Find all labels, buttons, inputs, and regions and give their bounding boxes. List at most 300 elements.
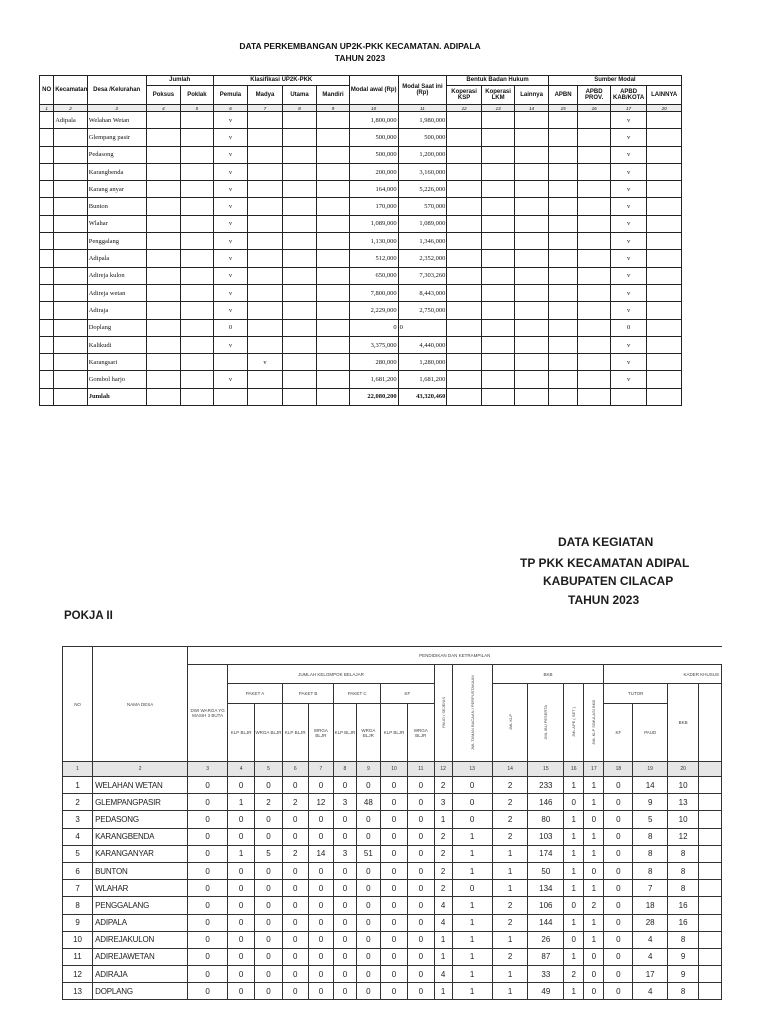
row-madya xyxy=(248,163,283,180)
row-value: 0 xyxy=(604,811,633,828)
row-poklak xyxy=(181,284,214,301)
row-value: 2 xyxy=(584,897,604,914)
row-desa: Glempang pasir xyxy=(87,129,146,146)
row-madya xyxy=(248,233,283,250)
row-utama xyxy=(282,112,317,129)
col-number: 1 xyxy=(63,762,93,777)
col-number: 6 xyxy=(213,105,248,112)
row-poksus xyxy=(146,371,181,388)
row-value: 2 xyxy=(492,914,528,931)
row-value: 0 xyxy=(564,794,584,811)
row-poklak xyxy=(181,319,214,336)
row-badan-hukum xyxy=(481,354,515,371)
row-value: 1 xyxy=(434,931,452,948)
row-extra xyxy=(699,880,722,897)
row-no: 10 xyxy=(63,931,93,948)
row-no xyxy=(40,233,54,250)
row-value: 0 xyxy=(356,828,381,845)
col-number: 6 xyxy=(282,762,308,777)
row-mandiri xyxy=(317,233,350,250)
row-value: 0 xyxy=(188,983,228,1000)
doc2-title-4: TAHUN 2023 xyxy=(568,593,640,607)
col-number: 12 xyxy=(434,762,452,777)
row-no: 13 xyxy=(63,983,93,1000)
col-number: 14 xyxy=(515,105,549,112)
col2-kf-klp: KLP BLJR xyxy=(381,704,408,762)
row-modal-awal: 0 xyxy=(349,319,398,336)
row-utama xyxy=(282,354,317,371)
row-value: 0 xyxy=(381,828,408,845)
row-value: 1 xyxy=(228,845,255,862)
row-badan-hukum xyxy=(515,163,549,180)
total-empty xyxy=(146,388,181,405)
row-badan-hukum xyxy=(447,284,482,301)
row-value: 0 xyxy=(604,914,633,931)
row-value: 3 xyxy=(334,794,356,811)
row-apbn xyxy=(548,112,577,129)
row-value: 0 xyxy=(381,862,408,879)
row-value: 0 xyxy=(334,777,356,794)
row-value: 0 xyxy=(334,948,356,965)
row-value: 1 xyxy=(434,811,452,828)
row-apbn xyxy=(548,354,577,371)
col-number: 8 xyxy=(282,105,317,112)
row-value: 87 xyxy=(528,948,564,965)
row-badan-hukum xyxy=(481,302,515,319)
row-extra xyxy=(699,777,722,794)
row-value: 0 xyxy=(282,828,308,845)
row-mandiri xyxy=(317,112,350,129)
row-value: 0 xyxy=(308,966,334,983)
row-value: 0 xyxy=(255,897,283,914)
row-value: 0 xyxy=(282,966,308,983)
total-modal-awal: 22,080,200 xyxy=(349,388,398,405)
row-lainnya xyxy=(647,215,682,232)
row-value: 0 xyxy=(407,862,434,879)
row-desa-name: ADIREJAWETAN xyxy=(93,948,188,965)
row-apbn xyxy=(548,233,577,250)
row-pemula: v xyxy=(213,146,248,163)
row-pemula: v xyxy=(213,181,248,198)
row-mandiri xyxy=(317,163,350,180)
row-poksus xyxy=(146,215,181,232)
col-number: 16 xyxy=(578,105,611,112)
row-value: 0 xyxy=(407,897,434,914)
row-madya xyxy=(248,215,283,232)
row-value: 0 xyxy=(188,880,228,897)
row-desa-name: WLAHAR xyxy=(93,880,188,897)
row-no xyxy=(40,215,54,232)
row-value: 0 xyxy=(228,948,255,965)
row-modal-saat: 7,303,260 xyxy=(398,267,447,284)
row-extra xyxy=(699,897,722,914)
col-number: 18 xyxy=(604,762,633,777)
col-number: 3 xyxy=(87,105,146,112)
row-desa: Adireja wetan xyxy=(87,284,146,301)
row-kecamatan xyxy=(54,215,88,232)
up2k-table xyxy=(39,75,682,406)
doc1-title: DATA PERKEMBANGAN UP2K-PKK KECAMATAN. ADIPALA xyxy=(239,41,481,51)
row-pemula: v xyxy=(213,129,248,146)
row-modal-saat: 1,200,000 xyxy=(398,146,447,163)
row-madya xyxy=(248,112,283,129)
row-badan-hukum xyxy=(447,267,482,284)
row-value: 0 xyxy=(308,931,334,948)
table-row xyxy=(63,777,722,794)
row-apbn xyxy=(548,371,577,388)
col2-jml-peserta xyxy=(528,684,564,762)
total-empty xyxy=(317,388,350,405)
row-badan-hukum xyxy=(481,319,515,336)
row-value: 3 xyxy=(334,845,356,862)
row-value: 4 xyxy=(434,966,452,983)
row-utama xyxy=(282,163,317,180)
row-no xyxy=(40,181,54,198)
row-extra xyxy=(699,914,722,931)
col2-tutor-paud: PAUD xyxy=(633,704,668,762)
row-value: 9 xyxy=(668,966,699,983)
row-badan-hukum xyxy=(481,233,515,250)
row-value: 0 xyxy=(308,811,334,828)
row-value: 48 xyxy=(356,794,381,811)
row-badan-hukum xyxy=(447,146,482,163)
row-value: 17 xyxy=(633,966,668,983)
row-utama xyxy=(282,233,317,250)
row-value: 1 xyxy=(492,880,528,897)
row-desa: Bunton xyxy=(87,198,146,215)
row-value: 0 xyxy=(308,777,334,794)
row-value: 4 xyxy=(633,931,668,948)
col-number: 15 xyxy=(528,762,564,777)
row-desa: Adireja kulon xyxy=(87,267,146,284)
row-value: 1 xyxy=(564,983,584,1000)
col2-c-warga: WRGA BLJR xyxy=(356,704,381,762)
row-value: 0 xyxy=(381,966,408,983)
row-value: 0 xyxy=(282,777,308,794)
row-modal-awal: 500,000 xyxy=(349,129,398,146)
col-number: 19 xyxy=(633,762,668,777)
row-value: 0 xyxy=(334,931,356,948)
row-no xyxy=(40,336,54,353)
row-value: 1 xyxy=(492,845,528,862)
table-row xyxy=(40,112,682,129)
row-value: 146 xyxy=(528,794,564,811)
row-value: 174 xyxy=(528,845,564,862)
row-value: 1 xyxy=(492,966,528,983)
row-badan-hukum xyxy=(447,198,482,215)
col2-ape-label: JML APE ( SET ) xyxy=(571,706,577,737)
row-value: 0 xyxy=(188,794,228,811)
row-madya xyxy=(248,146,283,163)
row-badan-hukum xyxy=(447,112,482,129)
row-pemula: 0 xyxy=(213,319,248,336)
row-desa-name: BUNTON xyxy=(93,862,188,879)
row-apbd-prov xyxy=(578,146,611,163)
row-kecamatan xyxy=(54,198,88,215)
row-badan-hukum xyxy=(447,336,482,353)
row-badan-hukum xyxy=(515,146,549,163)
col2-tutor-kf: KF xyxy=(604,704,633,762)
row-utama xyxy=(282,215,317,232)
row-desa: Karang anyar xyxy=(87,181,146,198)
row-value: 50 xyxy=(528,862,564,879)
col-number: 10 xyxy=(349,105,398,112)
col2-extra xyxy=(699,684,722,762)
row-value: 0 xyxy=(308,983,334,1000)
row-value: 0 xyxy=(282,914,308,931)
row-value: 2 xyxy=(492,828,528,845)
row-badan-hukum xyxy=(481,371,515,388)
table-row xyxy=(63,966,722,983)
col-number: 8 xyxy=(334,762,356,777)
row-value: 0 xyxy=(356,966,381,983)
row-value: 4 xyxy=(434,897,452,914)
row-madya xyxy=(248,302,283,319)
row-modal-saat: 0 xyxy=(398,319,447,336)
col-number: 5 xyxy=(181,105,214,112)
row-value: 0 xyxy=(228,828,255,845)
col-no: NO xyxy=(40,76,54,105)
table-row xyxy=(63,862,722,879)
row-apbd-prov xyxy=(578,354,611,371)
row-value: 1 xyxy=(434,983,452,1000)
row-value: 2 xyxy=(492,794,528,811)
row-value: 0 xyxy=(188,897,228,914)
table-row xyxy=(40,233,682,250)
row-value: 0 xyxy=(255,983,283,1000)
row-value: 1 xyxy=(228,794,255,811)
row-value: 1 xyxy=(564,880,584,897)
row-pemula: v xyxy=(213,163,248,180)
row-lainnya xyxy=(647,371,682,388)
row-desa-name: ADIPALA xyxy=(93,914,188,931)
row-value: 0 xyxy=(381,897,408,914)
row-value: 2 xyxy=(564,966,584,983)
row-modal-saat: 500,000 xyxy=(398,129,447,146)
col-number: 11 xyxy=(407,762,434,777)
row-value: 0 xyxy=(282,948,308,965)
row-value: 1 xyxy=(492,931,528,948)
row-modal-awal: 3,375,000 xyxy=(349,336,398,353)
row-value: 0 xyxy=(255,966,283,983)
row-value: 0 xyxy=(334,897,356,914)
row-modal-saat: 1,280,000 xyxy=(398,354,447,371)
col-number: 4 xyxy=(228,762,255,777)
row-poksus xyxy=(146,354,181,371)
row-value: 10 xyxy=(668,777,699,794)
row-value: 10 xyxy=(668,811,699,828)
row-extra xyxy=(699,811,722,828)
row-no xyxy=(40,371,54,388)
col2-paket-c: PAKET C xyxy=(334,684,381,704)
row-value: 14 xyxy=(308,845,334,862)
row-value: 103 xyxy=(528,828,564,845)
col2-nama-desa: NAMA DESA xyxy=(93,647,188,762)
row-utama xyxy=(282,129,317,146)
row-apbd-prov xyxy=(578,198,611,215)
col-number: 14 xyxy=(492,762,528,777)
row-value: 0 xyxy=(356,914,381,931)
row-value: 0 xyxy=(356,948,381,965)
row-lainnya xyxy=(647,198,682,215)
row-modal-awal: 500,000 xyxy=(349,146,398,163)
row-value: 2 xyxy=(282,845,308,862)
row-pemula: v xyxy=(213,112,248,129)
row-poklak xyxy=(181,233,214,250)
row-poksus xyxy=(146,129,181,146)
row-mandiri xyxy=(317,284,350,301)
row-madya xyxy=(248,267,283,284)
row-value: 1 xyxy=(584,931,604,948)
row-value: 5 xyxy=(633,811,668,828)
row-badan-hukum xyxy=(515,336,549,353)
col-number: 1 xyxy=(40,105,54,112)
row-lainnya xyxy=(647,302,682,319)
row-value: 1 xyxy=(584,828,604,845)
row-utama xyxy=(282,371,317,388)
row-value: 0 xyxy=(381,948,408,965)
row-value: 1 xyxy=(564,914,584,931)
row-value: 0 xyxy=(356,862,381,879)
row-value: 2 xyxy=(492,948,528,965)
row-badan-hukum xyxy=(447,181,482,198)
col-madya: Madya xyxy=(248,86,283,105)
row-badan-hukum xyxy=(515,319,549,336)
row-value: 0 xyxy=(452,811,492,828)
row-value: 8 xyxy=(633,845,668,862)
col-number: 9 xyxy=(317,105,350,112)
table-row xyxy=(40,163,682,180)
total-empty xyxy=(578,388,611,405)
row-value: 26 xyxy=(528,931,564,948)
row-value: 4 xyxy=(434,914,452,931)
row-value: 0 xyxy=(255,862,283,879)
pokja-table-viewport xyxy=(62,646,719,1024)
row-modal-saat: 2,352,000 xyxy=(398,250,447,267)
table-row xyxy=(40,354,682,371)
row-value: 0 xyxy=(407,794,434,811)
row-badan-hukum xyxy=(515,302,549,319)
row-value: 0 xyxy=(228,880,255,897)
total-empty xyxy=(610,388,647,405)
col-number: 20 xyxy=(668,762,699,777)
total-modal-saat: 43,320,460 xyxy=(398,388,447,405)
row-badan-hukum xyxy=(447,233,482,250)
row-value: 0 xyxy=(334,811,356,828)
row-mandiri xyxy=(317,215,350,232)
row-value: 106 xyxy=(528,897,564,914)
row-modal-awal: 1,800,000 xyxy=(349,112,398,129)
row-value: 2 xyxy=(492,811,528,828)
row-value: 0 xyxy=(584,966,604,983)
row-no: 9 xyxy=(63,914,93,931)
row-value: 0 xyxy=(407,845,434,862)
col-ksp: Koperasi KSP xyxy=(447,86,482,105)
col-number: 9 xyxy=(356,762,381,777)
row-desa-name: WELAHAN WETAN xyxy=(93,777,188,794)
row-lainnya xyxy=(647,354,682,371)
row-pemula: v xyxy=(213,302,248,319)
row-pemula: v xyxy=(213,250,248,267)
row-value: 0 xyxy=(255,914,283,931)
row-value: 3 xyxy=(434,794,452,811)
row-apbd-kab: v xyxy=(610,146,647,163)
row-badan-hukum xyxy=(481,163,515,180)
row-value: 0 xyxy=(407,811,434,828)
row-mandiri xyxy=(317,354,350,371)
table-row xyxy=(63,828,722,845)
doc1-year: TAHUN 2023 xyxy=(334,53,386,63)
row-value: 0 xyxy=(334,983,356,1000)
row-value: 0 xyxy=(308,948,334,965)
col-number: 3 xyxy=(188,762,228,777)
col2-taman-bacaan-label: JML TAMAN BACAAN / PERPUSTAKAAN xyxy=(469,674,475,751)
row-value: 233 xyxy=(528,777,564,794)
row-value: 2 xyxy=(434,845,452,862)
row-pemula: v xyxy=(213,371,248,388)
row-modal-awal: 200,000 xyxy=(349,163,398,180)
col2-kf-warga: WRGA BLJR xyxy=(407,704,434,762)
row-poklak xyxy=(181,371,214,388)
row-badan-hukum xyxy=(515,371,549,388)
row-apbn xyxy=(548,267,577,284)
row-desa-name: KARANGANYAR xyxy=(93,845,188,862)
row-no xyxy=(40,198,54,215)
row-badan-hukum xyxy=(515,267,549,284)
row-badan-hukum xyxy=(481,146,515,163)
row-value: 0 xyxy=(255,777,283,794)
row-apbd-prov xyxy=(578,233,611,250)
row-apbd-prov xyxy=(578,284,611,301)
row-kecamatan xyxy=(54,354,88,371)
total-empty xyxy=(282,388,317,405)
row-value: 16 xyxy=(668,897,699,914)
row-mandiri xyxy=(317,319,350,336)
row-apbd-prov xyxy=(578,302,611,319)
col-utama: Utama xyxy=(282,86,317,105)
col-number: 5 xyxy=(255,762,283,777)
row-desa: Gombol harjo xyxy=(87,371,146,388)
col-poklak: Poklak xyxy=(181,86,214,105)
row-badan-hukum xyxy=(515,112,549,129)
row-value: 0 xyxy=(356,931,381,948)
row-value: 2 xyxy=(492,897,528,914)
row-value: 0 xyxy=(604,983,633,1000)
row-value: 0 xyxy=(356,811,381,828)
row-poklak xyxy=(181,267,214,284)
row-poksus xyxy=(146,233,181,250)
row-kecamatan: Adipala xyxy=(54,112,88,129)
row-apbd-prov xyxy=(578,163,611,180)
row-no xyxy=(40,163,54,180)
row-value: 1 xyxy=(584,845,604,862)
col-number-extra xyxy=(699,762,722,777)
row-value: 0 xyxy=(228,931,255,948)
row-value: 8 xyxy=(668,880,699,897)
row-utama xyxy=(282,336,317,353)
row-kecamatan xyxy=(54,233,88,250)
total-empty xyxy=(213,388,248,405)
row-kecamatan xyxy=(54,319,88,336)
total-empty xyxy=(548,388,577,405)
row-value: 0 xyxy=(407,983,434,1000)
row-poklak xyxy=(181,112,214,129)
row-lainnya xyxy=(647,146,682,163)
row-value: 1 xyxy=(564,948,584,965)
row-apbd-kab: v xyxy=(610,163,647,180)
row-apbn xyxy=(548,284,577,301)
row-utama xyxy=(282,284,317,301)
